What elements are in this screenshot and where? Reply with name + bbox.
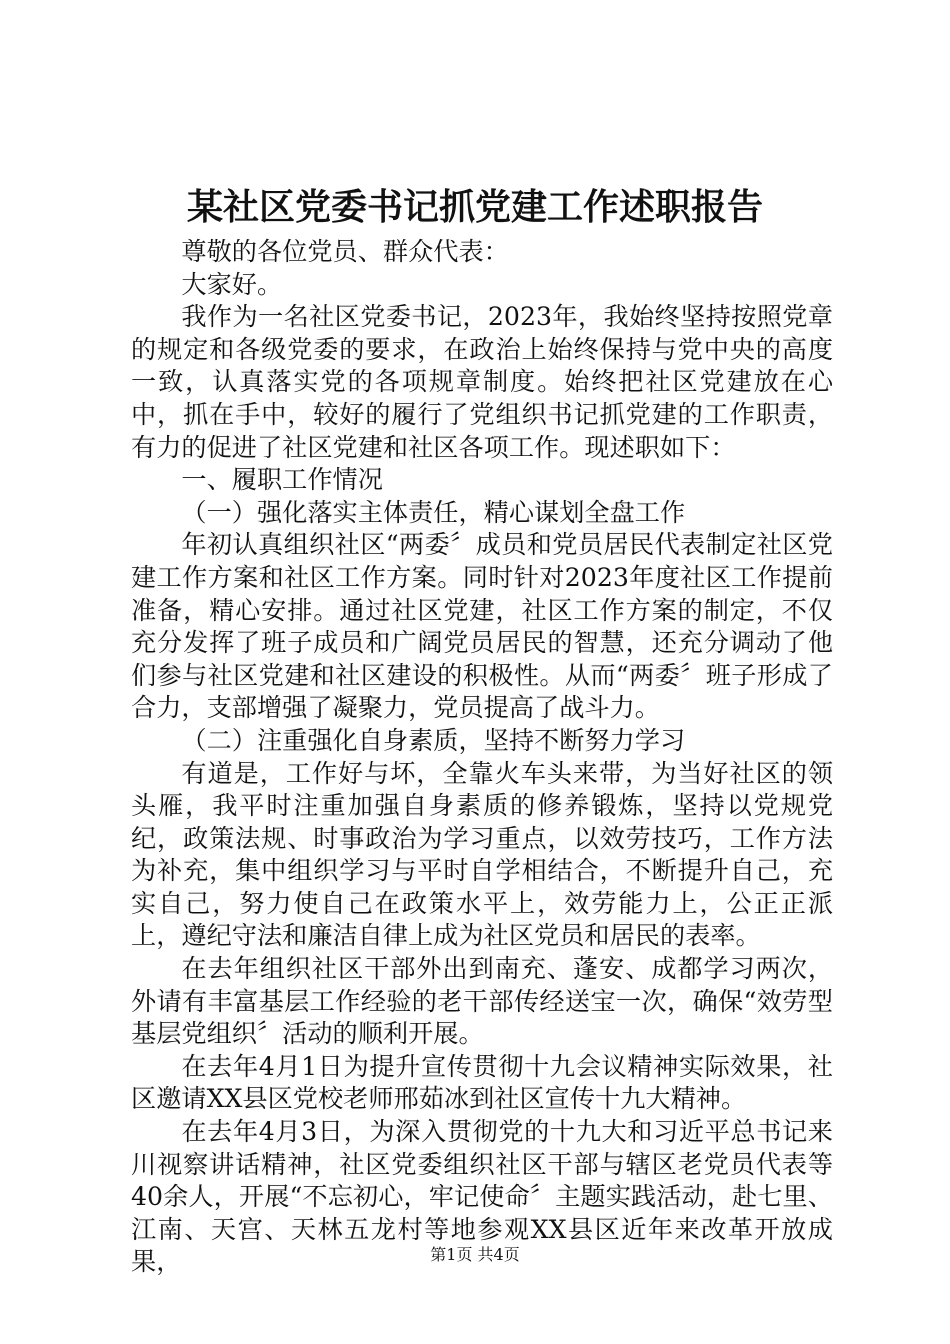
document-body (131, 236, 833, 1279)
page-footer: 第1页 共4页 (430, 1245, 520, 1264)
subsection-heading-1: （一）强化落实主体责任，精心谋划全盘工作 (181, 497, 686, 527)
paragraph-april-1: 在去年4月1日为提升宣传贯彻十九会议精神实际效果，社区邀请XX县区党校老师邢茹冰到社区宣传十九大精神。 (131, 1051, 833, 1114)
paragraph-intro: 我作为一名社区党委书记，2023年，我始终坚持按照党章的规定和各级党委的要求，在政治上始终保持与党中央的高度一致，认真落实党的各项规章制度。始终把社区党建放在心中，抓在手中，较好的履行了党组织书记抓党建的工作职责，有力的促进了社区党建和社区各项工作。现述职如下： (131, 302, 833, 462)
paragraph-subsection-2: 有道是，工作好与坏，全靠火车头来带，为当好社区的领头雁，我平时注重加强自身素质的修养锻炼，坚持以党规党纪，政策法规、时事政治为学习重点，以效劳技巧，工作方法为补充，集中组织学习与平时自学相结合，不断提升自己，充实自己，努力使自己在政策水平上，效劳能力上，公正正派上，遵纪守法和廉洁自律上成为社区党员和居民的表率。 (131, 758, 833, 951)
section-heading-1: 一、履职工作情况 (181, 465, 383, 495)
paragraph-salutation: 尊敬的各位党员、群众代表： (181, 237, 509, 266)
paragraph-study-trips: 在去年组织社区干部外出到南充、蓬安、成都学习两次，外请有丰富基层工作经验的老干部传经送宝一次，确保“效劳型基层党组织〞活动的顺利开展。 (131, 954, 833, 1049)
subsection-heading-2: （二）注重强化自身素质，坚持不断努力学习 (181, 725, 686, 755)
paragraph-april-3: 在去年4月3日，为深入贯彻党的十九大和习近平总书记来川视察讲话精神，社区党委组织社区干部与辖区老党员代表等40余人，开展“不忘初心，牢记使命〞主题实践活动，赴七里、江南、天宫、天林五龙村等地参观XX县区近年来改革开放成果， (131, 1117, 833, 1277)
paragraph-subsection-1: 年初认真组织社区“两委〞成员和党员居民代表制定社区党建工作方案和社区工作方案。同时针对2023年度社区工作提前准备，精心安排。通过社区党建，社区工作方案的制定，不仅充分发挥了班子成员和广阔党员居民的智慧，还充分调动了他们参与社区党建和社区建设的积极性。从而“两委〞班子形成了合力，支部增强了凝聚力，党员提高了战斗力。 (131, 530, 833, 723)
paragraph-greeting: 大家好。 (181, 269, 283, 299)
document-title: 某社区党委书记抓党建工作述职报告 (186, 186, 763, 228)
